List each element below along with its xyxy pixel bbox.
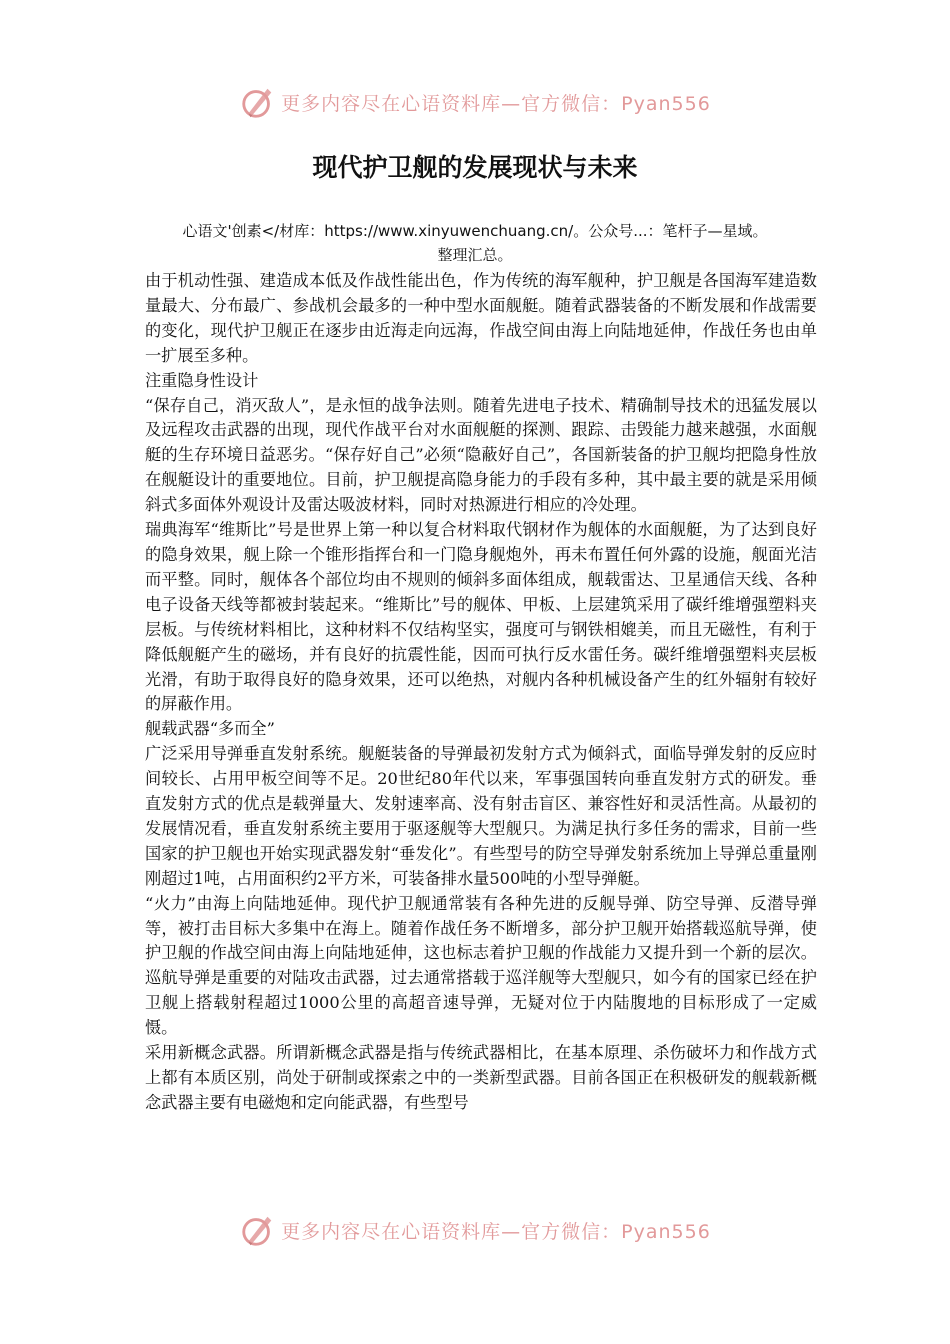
paragraph: “火力”由海上向陆地延伸。现代护卫舰通常装有各种先进的反舰导弹、防空导弹、反潜导弹等，被打击目标大多集中在海上。随着作战任务不断增多，部分护卫舰开始搭载巡航导弹，使护卫舰的作战空间由海上向陆地延伸，这也标志着护卫舰的作战能力又提升到一个新的层次。巡航导弹是重要的对陆攻击武器，过去通常搭载于巡洋舰等大型舰只，如今有的国家已经在护卫舰上搭载射程超过1000公里的高超音速导弹，无疑对位于内陆腹地的目标形成了一定威慑。 <box>145 893 817 1038</box>
section-heading: 舰载武器“多而全” <box>145 719 275 739</box>
paragraph: 广泛采用导弹垂直发射系统。舰艇装备的导弹最初发射方式为倾斜式，面临导弹发射的反应时间较长、占用甲板空间等不足。20世纪80年代以来，军事强国转向垂直发射方式的研发。垂直发射方式的优点是载弹量大、发射速率高、没有射击盲区、兼容性好和灵活性高。从最初的发展情况看，垂直发射系统主要用于驱逐舰等大型舰只。为满足执行多任务的需求，目前一些国家的护卫舰也开始实现武器发射“垂发化”。有些型号的防空导弹发射系统加上导弹总重量刚刚超过1吨，占用面积约2平方米，可装备排水量500吨的小型导弹艇。 <box>145 744 817 888</box>
section-heading: 注重隐身性设计 <box>145 370 259 390</box>
paragraph: 由于机动性强、建造成本低及作战性能出色，作为传统的海军舰种，护卫舰是各国海军建造数量最大、分布最广、参战机会最多的一种中型水面舰艇。随着武器装备的不断发展和作战需要的变化，现代护卫舰正在逐步由近海走向远海，作战空间由海上向陆地延伸，作战任务也由单一扩展至多种。 <box>145 271 817 365</box>
pen-logo-icon <box>239 83 277 121</box>
source-note <box>130 219 820 267</box>
watermark-text: 更多内容尽在心语资料库—官方微信：Pyan556 <box>281 1220 711 1243</box>
paragraph: “保存自己，消灭敌人”，是永恒的战争法则。随着先进电子技术、精确制导技术的迅猛发展以及远程攻击武器的出现，现代作战平台对水面舰艇的探测、跟踪、击毁能力越来越强，水面舰艇的生存环境日益恶劣。“保存好自己”必须“隐蔽好自己”，各国新装备的护卫舰均把隐身性放在舰艇设计的重要地位。目前，护卫舰提高隐身能力的手段有多种，其中最主要的就是采用倾斜式多面体外观设计及雷达吸波材料，同时对热源进行相应的冷处理。 <box>145 395 817 515</box>
source-line: 心语文'创素</材库：https://www.xinyuwenchuang.cn/。公众号...：笔杆子—星域。 <box>182 222 768 240</box>
pen-logo-icon <box>239 1211 277 1249</box>
source-line: 整理汇总。 <box>437 246 513 264</box>
article-body <box>145 269 817 1116</box>
watermark-text: 更多内容尽在心语资料库—官方微信：Pyan556 <box>281 92 711 115</box>
paragraph: 瑞典海军“维斯比”号是世界上第一种以复合材料取代钢材作为舰体的水面舰艇，为了达到良好的隐身效果，舰上除一个锥形指挥台和一门隐身舰炮外，再未布置任何外露的设施，舰面光洁而平整。同时，舰体各个部位均由不规则的倾斜多面体组成，舰载雷达、卫星通信天线、各种电子设备天线等都被封装起来。“维斯比”号的舰体、甲板、上层建筑采用了碳纤维增强塑料夹层板。与传统材料相比，这种材料不仅结构坚实，强度可与钢铁相媲美，而且无磁性，有利于降低舰艇产生的磁场，并有良好的抗震性能，因而可执行反水雷任务。碳纤维增强塑料夹层板光滑，有助于取得良好的隐身效果，还可以绝热，对舰内各种机械设备产生的红外辐射有较好的屏蔽作用。 <box>145 520 817 714</box>
document-title: 现代护卫舰的发展现状与未来 <box>312 153 638 182</box>
watermark-banner-bottom <box>0 1208 950 1252</box>
paragraph: 采用新概念武器。所谓新概念武器是指与传统武器相比，在基本原理、杀伤破坏力和作战方式上都有本质区别，尚处于研制或探索之中的一类新型武器。目前各国正在积极研发的舰载新概念武器主要有电磁炮和定向能武器，有些型号 <box>145 1043 817 1112</box>
watermark-banner-top <box>0 80 950 124</box>
